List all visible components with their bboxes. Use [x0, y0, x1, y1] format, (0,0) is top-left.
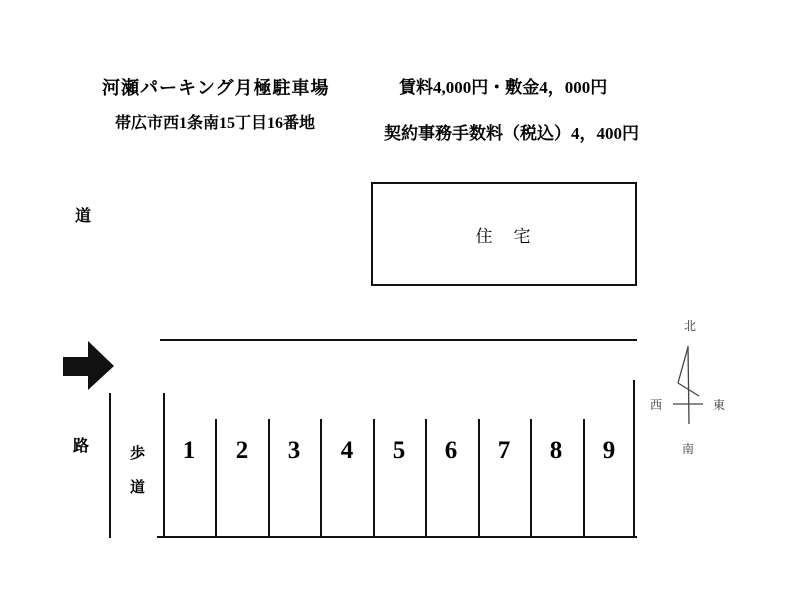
stall-divider-line — [425, 419, 427, 538]
compass-south-label: 南 — [682, 442, 695, 456]
stall-divider-line — [478, 419, 480, 538]
road-label-bottom-char: 路 — [73, 438, 90, 455]
stall-number-3: 3 — [287, 437, 301, 464]
page-title: 河瀬パーキング月極駐車場 — [102, 78, 330, 98]
stall-number-2: 2 — [235, 437, 249, 464]
compass-north-label: 北 — [684, 319, 697, 333]
sidewalk-label-top-char: 歩 — [130, 446, 146, 462]
residence-box — [371, 182, 637, 286]
lot-right-edge-line — [633, 380, 635, 538]
stall-divider-line — [373, 419, 375, 538]
stall-divider-line — [215, 419, 217, 538]
lot-top-boundary-line — [160, 339, 637, 341]
stall-divider-line — [268, 419, 270, 538]
compass-west-label: 西 — [650, 398, 663, 412]
stall-number-9: 9 — [602, 437, 616, 464]
stall-number-7: 7 — [497, 437, 511, 464]
address-text: 帯広市西1条南15丁目16番地 — [115, 115, 316, 132]
stall-number-4: 4 — [340, 437, 354, 464]
sidewalk-line — [109, 393, 111, 538]
rent-deposit-text: 賃料4,000円・敷金4，000円 — [399, 78, 608, 97]
compass-east-label: 東 — [713, 398, 726, 412]
entrance-arrow-icon — [62, 340, 116, 392]
road-label-top-char: 道 — [75, 208, 92, 225]
stall-number-5: 5 — [392, 437, 406, 464]
stall-number-8: 8 — [549, 437, 563, 464]
stall-divider-line — [530, 419, 532, 538]
residence-label: 住 宅 — [475, 226, 533, 246]
stall-divider-line — [583, 419, 585, 538]
stall-divider-line — [320, 419, 322, 538]
lot-bottom-line — [157, 536, 637, 538]
sidewalk-label-bottom-char: 道 — [130, 480, 146, 496]
contract-fee-text: 契約事務手数料（税込）4，400円 — [384, 124, 639, 143]
stall-number-6: 6 — [444, 437, 458, 464]
stall-number-1: 1 — [182, 437, 196, 464]
lot-left-edge-line — [163, 393, 165, 538]
compass-needle-icon — [650, 340, 710, 430]
